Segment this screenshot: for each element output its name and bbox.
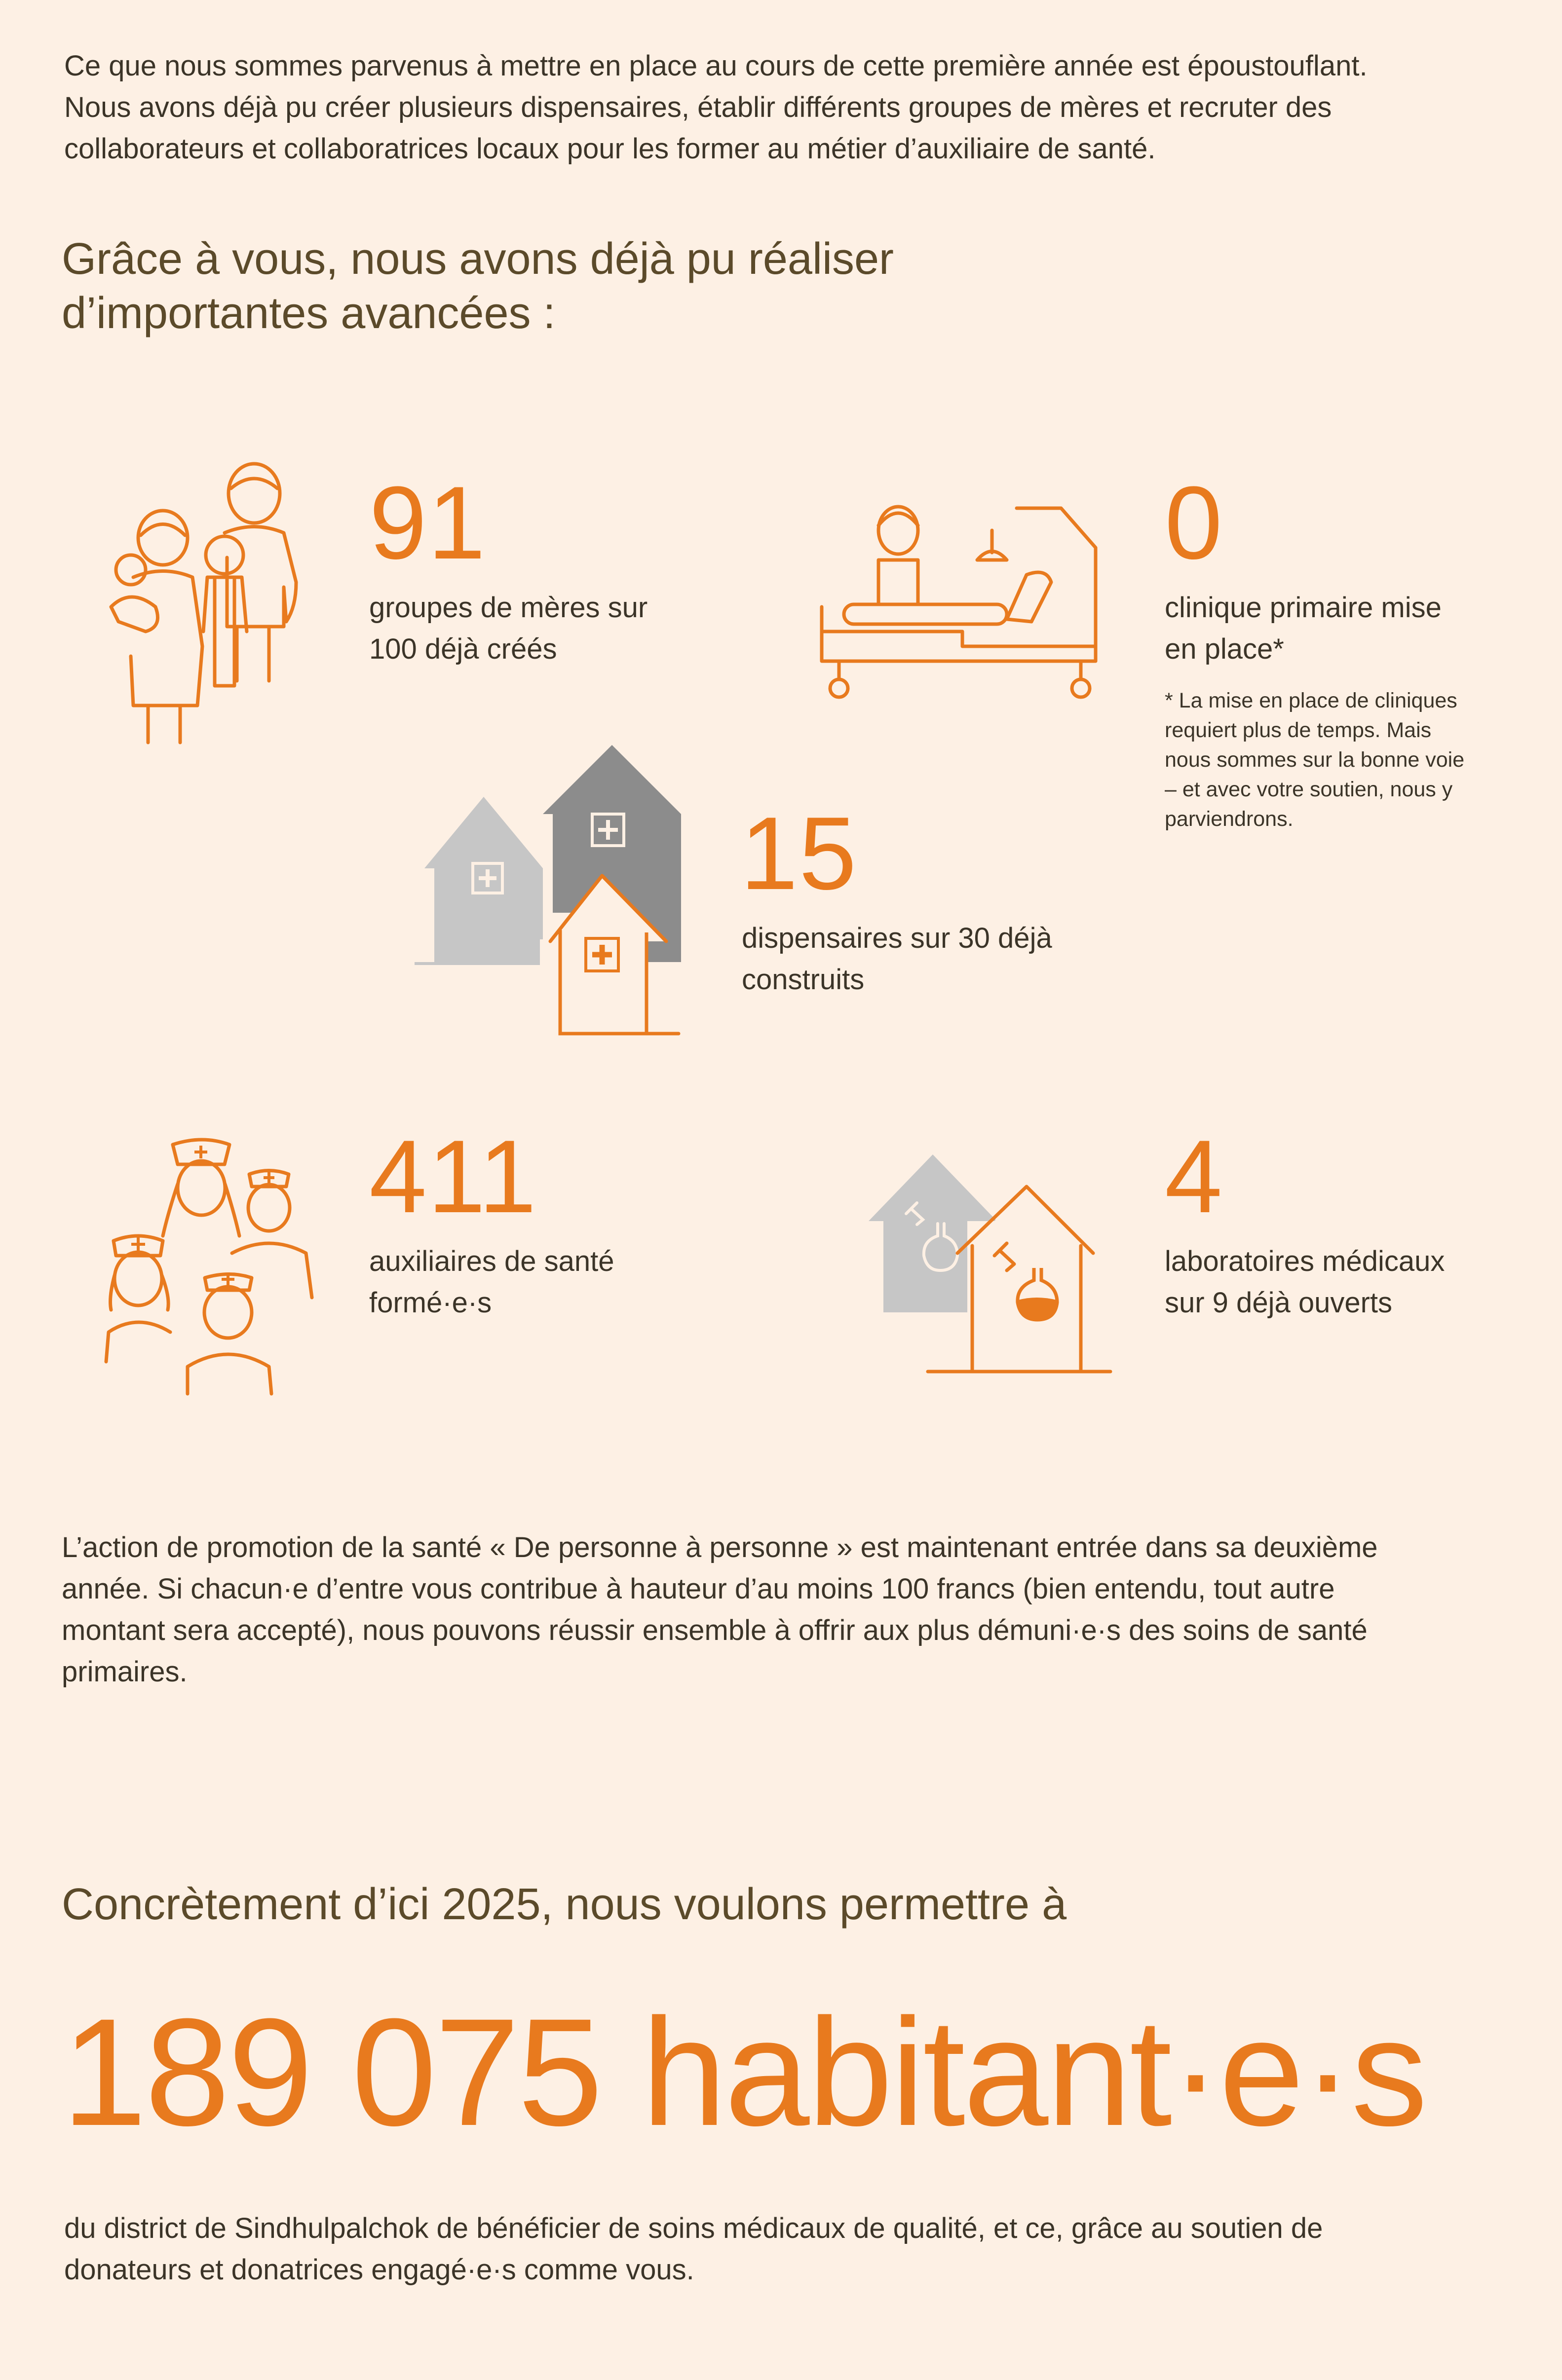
stat-clinic-label [1165,587,1510,670]
goal-inhabitants-number: 189 075 habitant·e·s [62,1986,1426,2157]
stat-auxiliaries-label-line-1: auxiliaires de santé [369,1245,614,1277]
stat-dispensaries-label-line-1: dispensaires sur 30 déjà [742,922,1052,954]
goal-heading-text: Concrètement d’ici 2025, nous voulons permettre à [62,1880,1067,1929]
intro-line-2: Nous avons déjà pu créer plusieurs dispensaires, établir différents groupes de mères et recruter des [64,91,1332,123]
intro-line-1: Ce que nous sommes parvenus à mettre en place au cours de cette première année est époustouflant. [64,50,1368,82]
stat-mothers-number: 91 [369,465,487,581]
stat-mothers-label-line-1: groupes de mères sur [369,592,648,624]
action-line-4: primaires. [62,1656,188,1688]
stat-labs-label [1165,1241,1510,1324]
achievements-heading-line-1: Grâce à vous, nous avons déjà pu réaliser [62,234,894,284]
dispensary-houses-icon [410,745,686,1036]
goal-heading [62,1877,1518,1932]
laboratory-icon [864,1154,1115,1376]
stat-mothers-label [369,587,715,670]
family-icon [99,459,316,745]
stat-clinic-number: 0 [1165,465,1223,581]
stat-labs-label-line-2: sur 9 déjà ouverts [1165,1287,1393,1319]
stat-dispensaries-label-line-2: construits [742,964,865,996]
stat-dispensaries-label [742,918,1137,1001]
nurses-icon [99,1135,321,1396]
footnote-line-5: parviendrons. [1165,807,1294,831]
stat-auxiliaries-number: 411 [369,1118,537,1234]
stat-auxiliaries-label [369,1241,715,1324]
stat-clinic-footnote [1165,686,1520,834]
intro-paragraph [64,45,1520,170]
achievements-heading [62,232,1493,340]
footnote-line-1: * La mise en place de cliniques [1165,689,1457,712]
stat-labs-number: 4 [1165,1118,1223,1234]
action-line-2: année. Si chacun·e d’entre vous contribue à hauteur d’au moins 100 francs (bien entendu, tout autre [62,1573,1335,1605]
action-paragraph [62,1527,1532,1693]
closing-paragraph [64,2208,1520,2291]
intro-line-3: collaborateurs et collaboratrices locaux pour les former au métier d’auxiliaire de santé. [64,133,1156,165]
stat-dispensaries-number: 15 [740,795,858,911]
footnote-line-2: requiert plus de temps. Mais [1165,718,1432,742]
action-line-1: L’action de promotion de la santé « De personne à personne » est maintenant entrée dans sa deuxième [62,1531,1378,1563]
footnote-line-3: nous sommes sur la bonne voie [1165,748,1465,772]
achievements-heading-line-2: d’importantes avancées : [62,289,556,338]
action-line-3: montant sera accepté), nous pouvons réussir ensemble à offrir aux plus démuni·e·s des soins de santé [62,1614,1368,1646]
closing-line-2: donateurs et donatrices engagé·e·s comme vous. [64,2254,694,2286]
stat-labs-label-line-1: laboratoires médicaux [1165,1245,1445,1277]
hospital-bed-icon [814,498,1105,706]
stat-clinic-label-line-1: clinique primaire mise [1165,592,1442,624]
stat-auxiliaries-label-line-2: formé·e·s [369,1287,492,1319]
stat-clinic-label-line-2: en place* [1165,633,1284,665]
footnote-line-4: – et avec votre soutien, nous y [1165,778,1453,801]
stat-mothers-label-line-2: 100 déjà créés [369,633,557,665]
closing-line-1: du district de Sindhulpalchok de bénéficier de soins médicaux de qualité, et ce, grâce au soutien de [64,2212,1323,2244]
